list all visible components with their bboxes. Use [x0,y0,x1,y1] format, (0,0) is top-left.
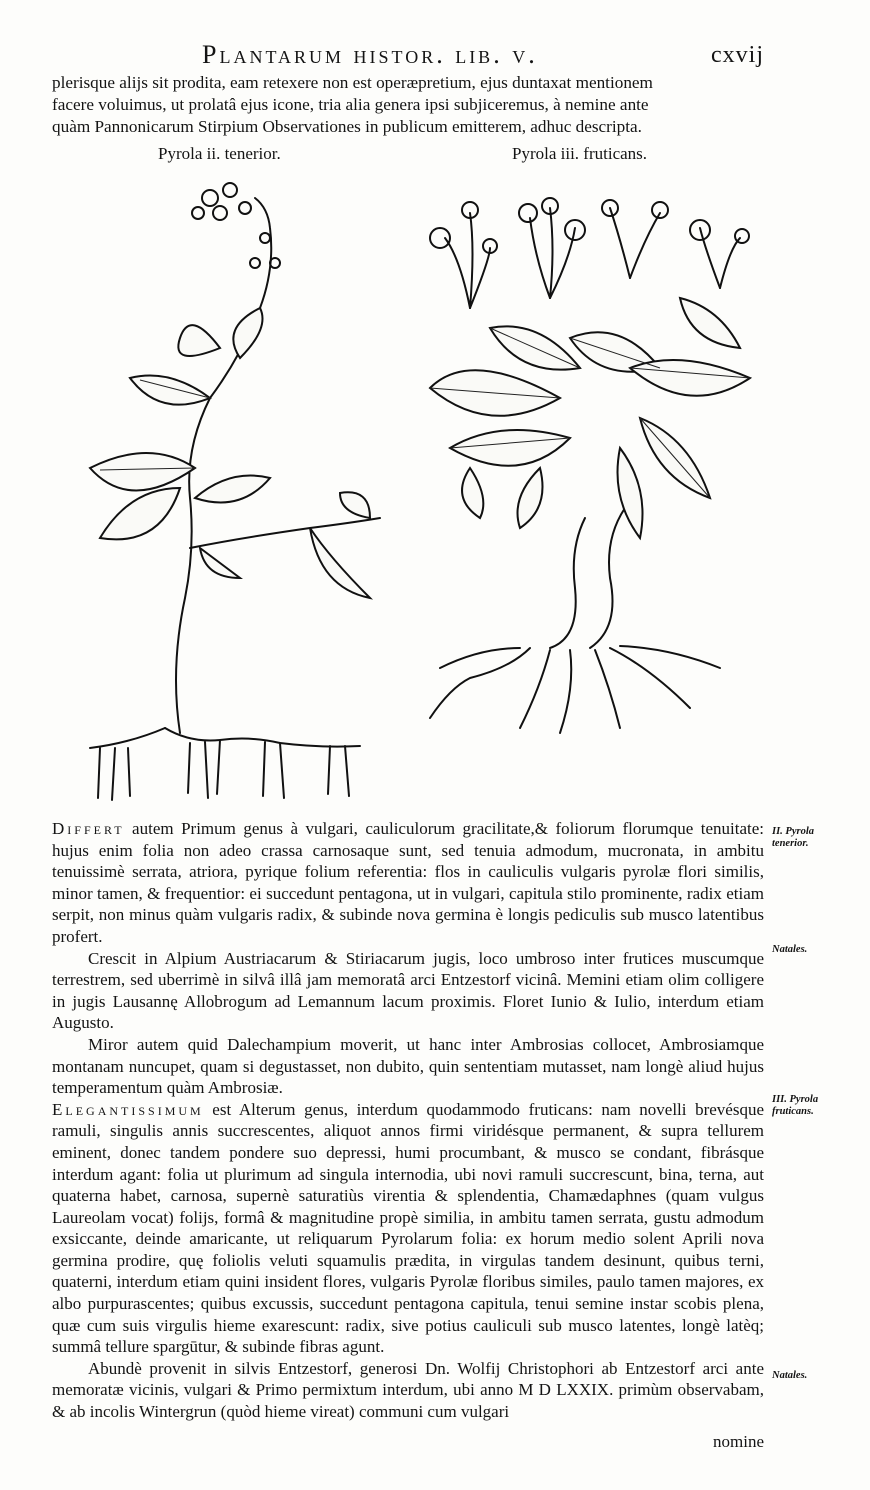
paragraph [52,1099,764,1358]
paragraph-text: Abundè provenit in silvis Entzestorf, generosi Dn. Wolfij Christophori ab Entzestorf arci ante memoratæ vicinis, vulgari & Primo permixtum interdum, ubi anno M D LXXIX. primùm observabam, & ab incolis Wintergrun (quòd hieme vireat) communi cum vulgari [52,1358,764,1422]
main-text [52,818,764,1423]
intro-text [52,72,764,138]
margin-note: II. Pyrola tenerior. [772,826,814,849]
paragraph-text: autem Primum genus à vulgari, cauliculorum gracilitate,& foliorum florumque tenuitate: hujus enim folia non adeo crassa carnosaque sunt, sed tenuia admodum, mucronata, in ambitu tenuissimè serrata, atriora, pyrique folium referentia: flos in cauliculis vulgaris pyrolæ flori similis, minor tamen, & frequentior: ei succedunt pentagona, ut in vulgari, capitula stilo prominente, radix etiam serpit, non minus quàm vulgaris radix, & subinde nova germina è longis pediculis sub musco latentibus profert. [52,819,764,946]
paragraph-text: est Alterum genus, interdum quodammodo fruticans: nam novelli brevésque ramuli, singulis annis succrescentes, aliquot annos firmi viridésque permanent, & supra tellurem eminent, donec tandem pondere suo depressi, humi procumbant, & musco se condant, fibrásque interdum agant: folia ut plurimum ad singula internodia, ubi novi ramuli succrescunt, bina, terna, aut quaterna habet, carnosa, supernè saturatiùs virentia & splendentia, Chamædaphnes (quam vulgus Laureolam vocat) folijs, formâ & magnitudine propè similia, in ambitu tamen serrata, gustu admodum exsiccante, deinde amaricante, ut reliquarum Pyrolarum folia: ex horum medio solent Aprili nova germina prodire, quę foliolis veluti squamulis prædita, in virgulas tandem desinunt, quibus terni, quaterni, interdum etiam quini insident flores, vulgaris Pyrolæ floribus similes, paulo tamen majores, ex albo purpurascentes; quibus excussis, succedunt pentagona capitula, tenui semine instar scobis plena, quæ cum suis virgulis hieme exarescunt: radix, sive potius cauliculi sub musco latentes, longè latèq; summâ tellure spargūtur, & subinde fibras agunt. [52,1099,764,1357]
margin-note: III. Pyrola fruticans. [772,1094,819,1117]
folio-number: cxvij [711,42,764,68]
margin-note: Natales. [772,1370,808,1381]
paragraph [52,1034,764,1099]
paragraph-text: Miror autem quid Dalechampium moverit, ut hanc inter Ambrosias collocet, Ambrosiamque montanam nuncupet, quam si degustasset, non dubito, quin sententiam mutasset, nam longè aliud hujus temperamentum quàm Ambrosiæ. [52,1034,764,1098]
woodcut-pyrola-tenerior [70,168,400,808]
catchword: nomine [713,1432,764,1451]
margin-note: Natales. [772,944,808,955]
woodcut-pyrola-fruticans [410,168,780,748]
paragraph-text: Crescit in Alpium Austriacarum & Stiriacarum jugis, loco umbroso inter frutices muscumque terrestrem, sed uberrimè in silvâ illâ jam memoratâ arci Entzestorf vicinâ. Memini etiam olim colligere in jugis Lausannę Allobrogum ad Lemannum lacum proximis. Floret Iunio & Iulio, interdum etiam Augusto. [52,948,764,1033]
paragraph [52,1358,764,1423]
paragraph-lead: Elegantissimum [52,1099,204,1119]
running-title: Plantarum histor. lib. v. [202,40,538,69]
intro-line: facere voluimus, ut prolatâ ejus icone, tria alia genera ipsi subjiceremus, à nemine ante [52,95,649,114]
paragraph [52,818,764,948]
page-header [52,36,764,70]
paragraph-lead: Differt [52,819,125,838]
paragraph [52,948,764,1034]
figure-caption-pyrola-iii: Pyrola iii. fruticans. [512,144,648,163]
figure-caption-pyrola-ii: Pyrola ii. tenerior. [158,144,281,163]
intro-line: plerisque alijs sit prodita, eam retexere non est operæpretium, ejus duntaxat mentionem [52,73,653,92]
intro-line: quàm Pannonicarum Stirpium Observationes in publicum emitterem, adhuc descripta. [52,117,642,136]
